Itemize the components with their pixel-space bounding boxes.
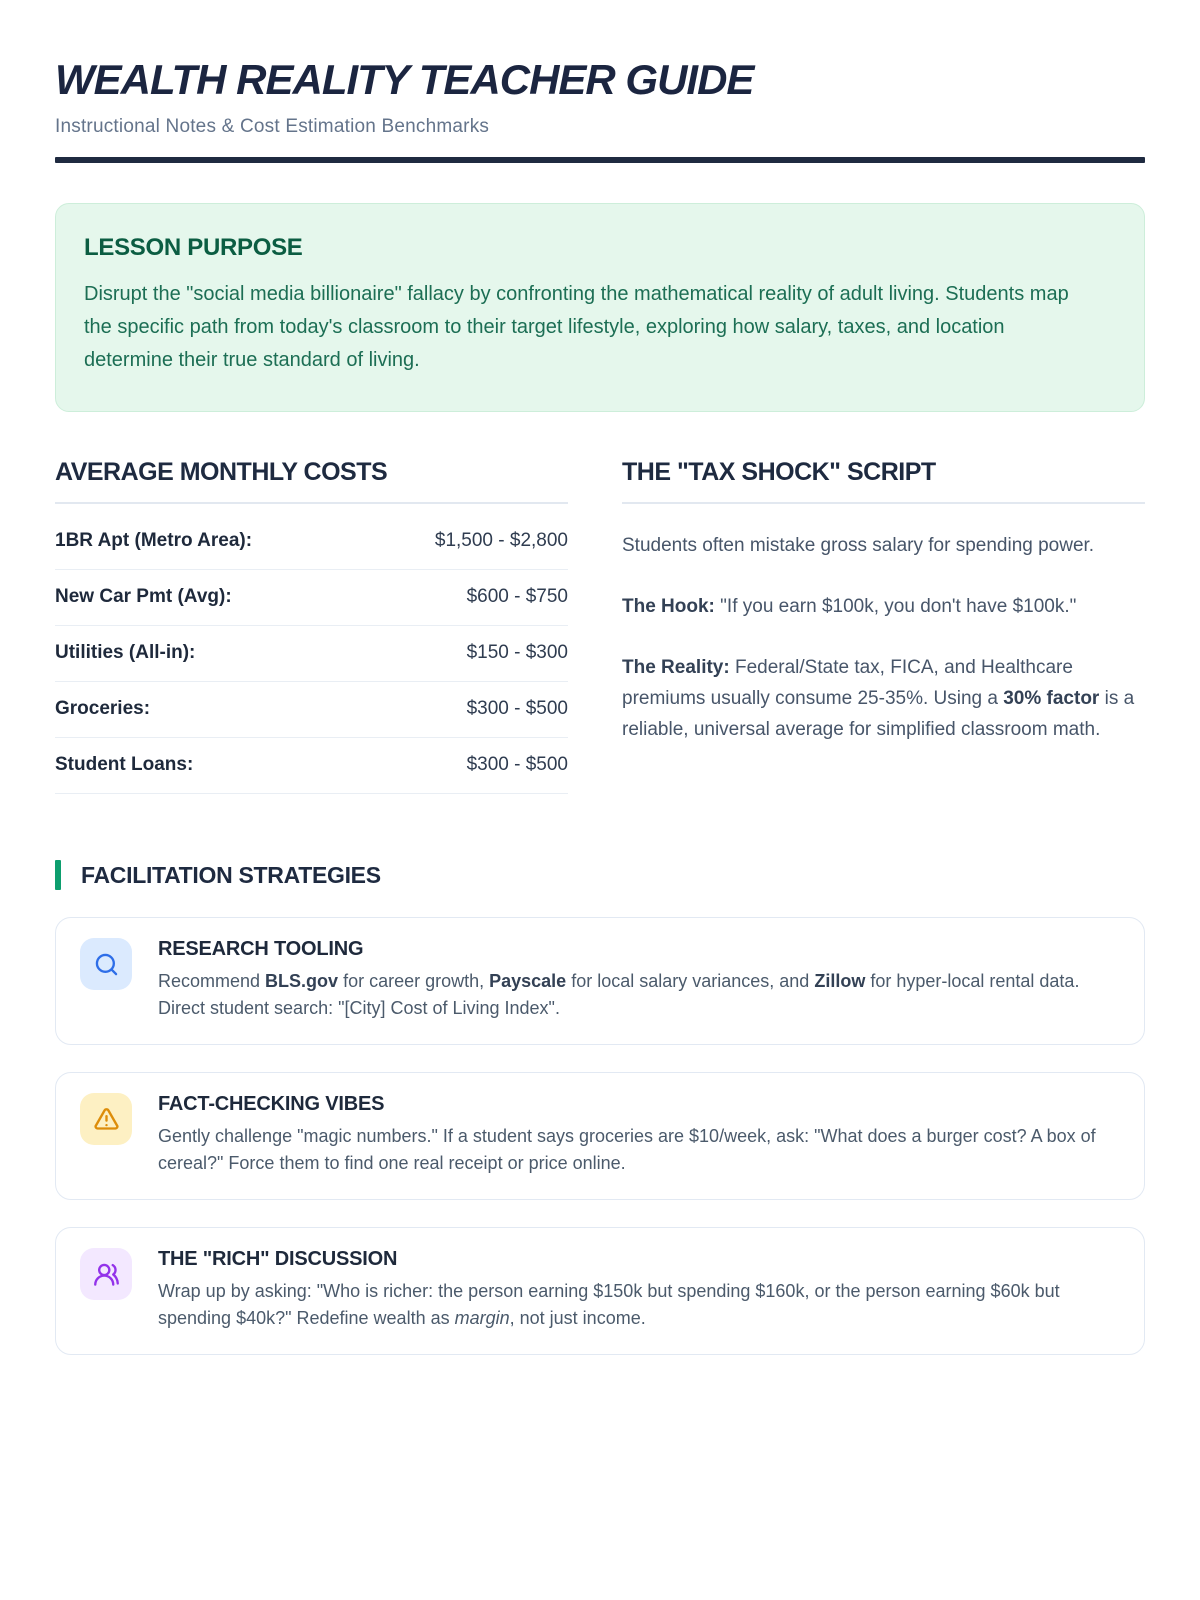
tax-shock-section — [622, 458, 1145, 794]
monthly-costs-section — [55, 458, 568, 794]
table-row — [55, 738, 568, 794]
card-text: for local salary variances, and — [566, 971, 815, 991]
users-icon — [80, 1248, 132, 1300]
strategy-card-rich-discussion — [55, 1227, 1145, 1355]
cost-value: $300 - $500 — [466, 698, 568, 719]
warning-icon — [80, 1093, 132, 1145]
cost-label: Groceries: — [55, 698, 151, 719]
strategy-card-fact-checking — [55, 1072, 1145, 1200]
table-row — [55, 682, 568, 738]
two-column-section — [55, 458, 1145, 794]
table-row — [55, 570, 568, 626]
page-title: WEALTH REALITY TEACHER GUIDE — [55, 56, 754, 103]
reality-text: is a reliable, universal average for simplified classroom math. — [622, 688, 1135, 740]
reality-bold: 30% factor — [1003, 688, 1100, 709]
cost-value: $1,500 - $2,800 — [434, 530, 568, 551]
hook-label: The Hook: — [622, 596, 715, 617]
lesson-purpose-heading: LESSON PURPOSE — [84, 234, 303, 261]
card-title: FACT-CHECKING VIBES — [158, 1093, 385, 1115]
lesson-purpose-body: Disrupt the "social media billionaire" fallacy by confronting the mathematical reality of adult living. Students map the specific path from today's classroom to their target lifestyle, exploring how salary, taxes, and location determine their true standard of living. — [84, 283, 1069, 371]
card-text: Wrap up by asking: "Who is richer: the person earning $150k but spending $160k, or the person earning $60k but spending $40k?" Redefine wealth as — [158, 1281, 1060, 1328]
search-icon — [80, 938, 132, 990]
card-title: THE "RICH" DISCUSSION — [158, 1248, 398, 1270]
card-text: Recommend — [158, 971, 266, 991]
card-content — [158, 1093, 1118, 1177]
card-text: Gently challenge "magic numbers." If a student says groceries are $10/week, ask: "What does a burger cost? A box of cereal?" Force them to find one real receipt or price online. — [158, 1126, 1096, 1173]
facilitation-strategies-heading — [55, 860, 1145, 890]
card-body — [158, 1123, 1118, 1177]
table-row — [55, 626, 568, 682]
card-body — [158, 968, 1118, 1022]
tax-shock-intro: Students often mistake gross salary for spending power. — [622, 535, 1095, 556]
card-text: , not just income. — [509, 1308, 646, 1328]
cost-label: 1BR Apt (Metro Area): — [55, 530, 253, 551]
card-body — [158, 1278, 1118, 1332]
cost-label: Utilities (All-in): — [55, 642, 196, 663]
page-subtitle: Instructional Notes & Cost Estimation Benchmarks — [55, 116, 490, 137]
reality-label: The Reality: — [622, 657, 730, 678]
reality-text: Federal/State tax, FICA, and Healthcare premiums usually consume 25-35%. Using a — [622, 657, 1073, 709]
facilitation-strategies-title: FACILITATION STRATEGIES — [81, 861, 381, 888]
card-text: for hyper-local rental data. Direct student search: "[City] Cost of Living Index". — [158, 971, 1080, 1018]
table-row — [55, 504, 568, 570]
card-text-bold: BLS.gov — [265, 971, 339, 991]
cost-label: New Car Pmt (Avg): — [55, 586, 232, 607]
lesson-purpose-box — [55, 203, 1145, 412]
tax-shock-heading: THE "TAX SHOCK" SCRIPT — [622, 458, 1145, 504]
card-text-bold: Zillow — [814, 971, 866, 991]
cost-value: $300 - $500 — [466, 754, 568, 775]
hook-text: "If you earn $100k, you don't have $100k." — [714, 596, 1077, 617]
tax-shock-reality — [622, 652, 1145, 745]
green-accent-bar — [55, 860, 61, 890]
tax-shock-hook — [622, 591, 1145, 622]
cost-label: Student Loans: — [55, 754, 194, 775]
card-title: RESEARCH TOOLING — [158, 938, 364, 960]
strategy-card-research-tooling — [55, 917, 1145, 1045]
monthly-costs-heading: AVERAGE MONTHLY COSTS — [55, 458, 568, 504]
header-divider — [55, 157, 1145, 163]
card-content — [158, 938, 1118, 1022]
cost-value: $600 - $750 — [466, 586, 568, 607]
header — [55, 56, 1145, 163]
card-text-bold: Payscale — [489, 971, 567, 991]
card-text: for career growth, — [338, 971, 490, 991]
card-content — [158, 1248, 1118, 1332]
cost-value: $150 - $300 — [466, 642, 568, 663]
card-text-italic: margin — [454, 1308, 510, 1328]
